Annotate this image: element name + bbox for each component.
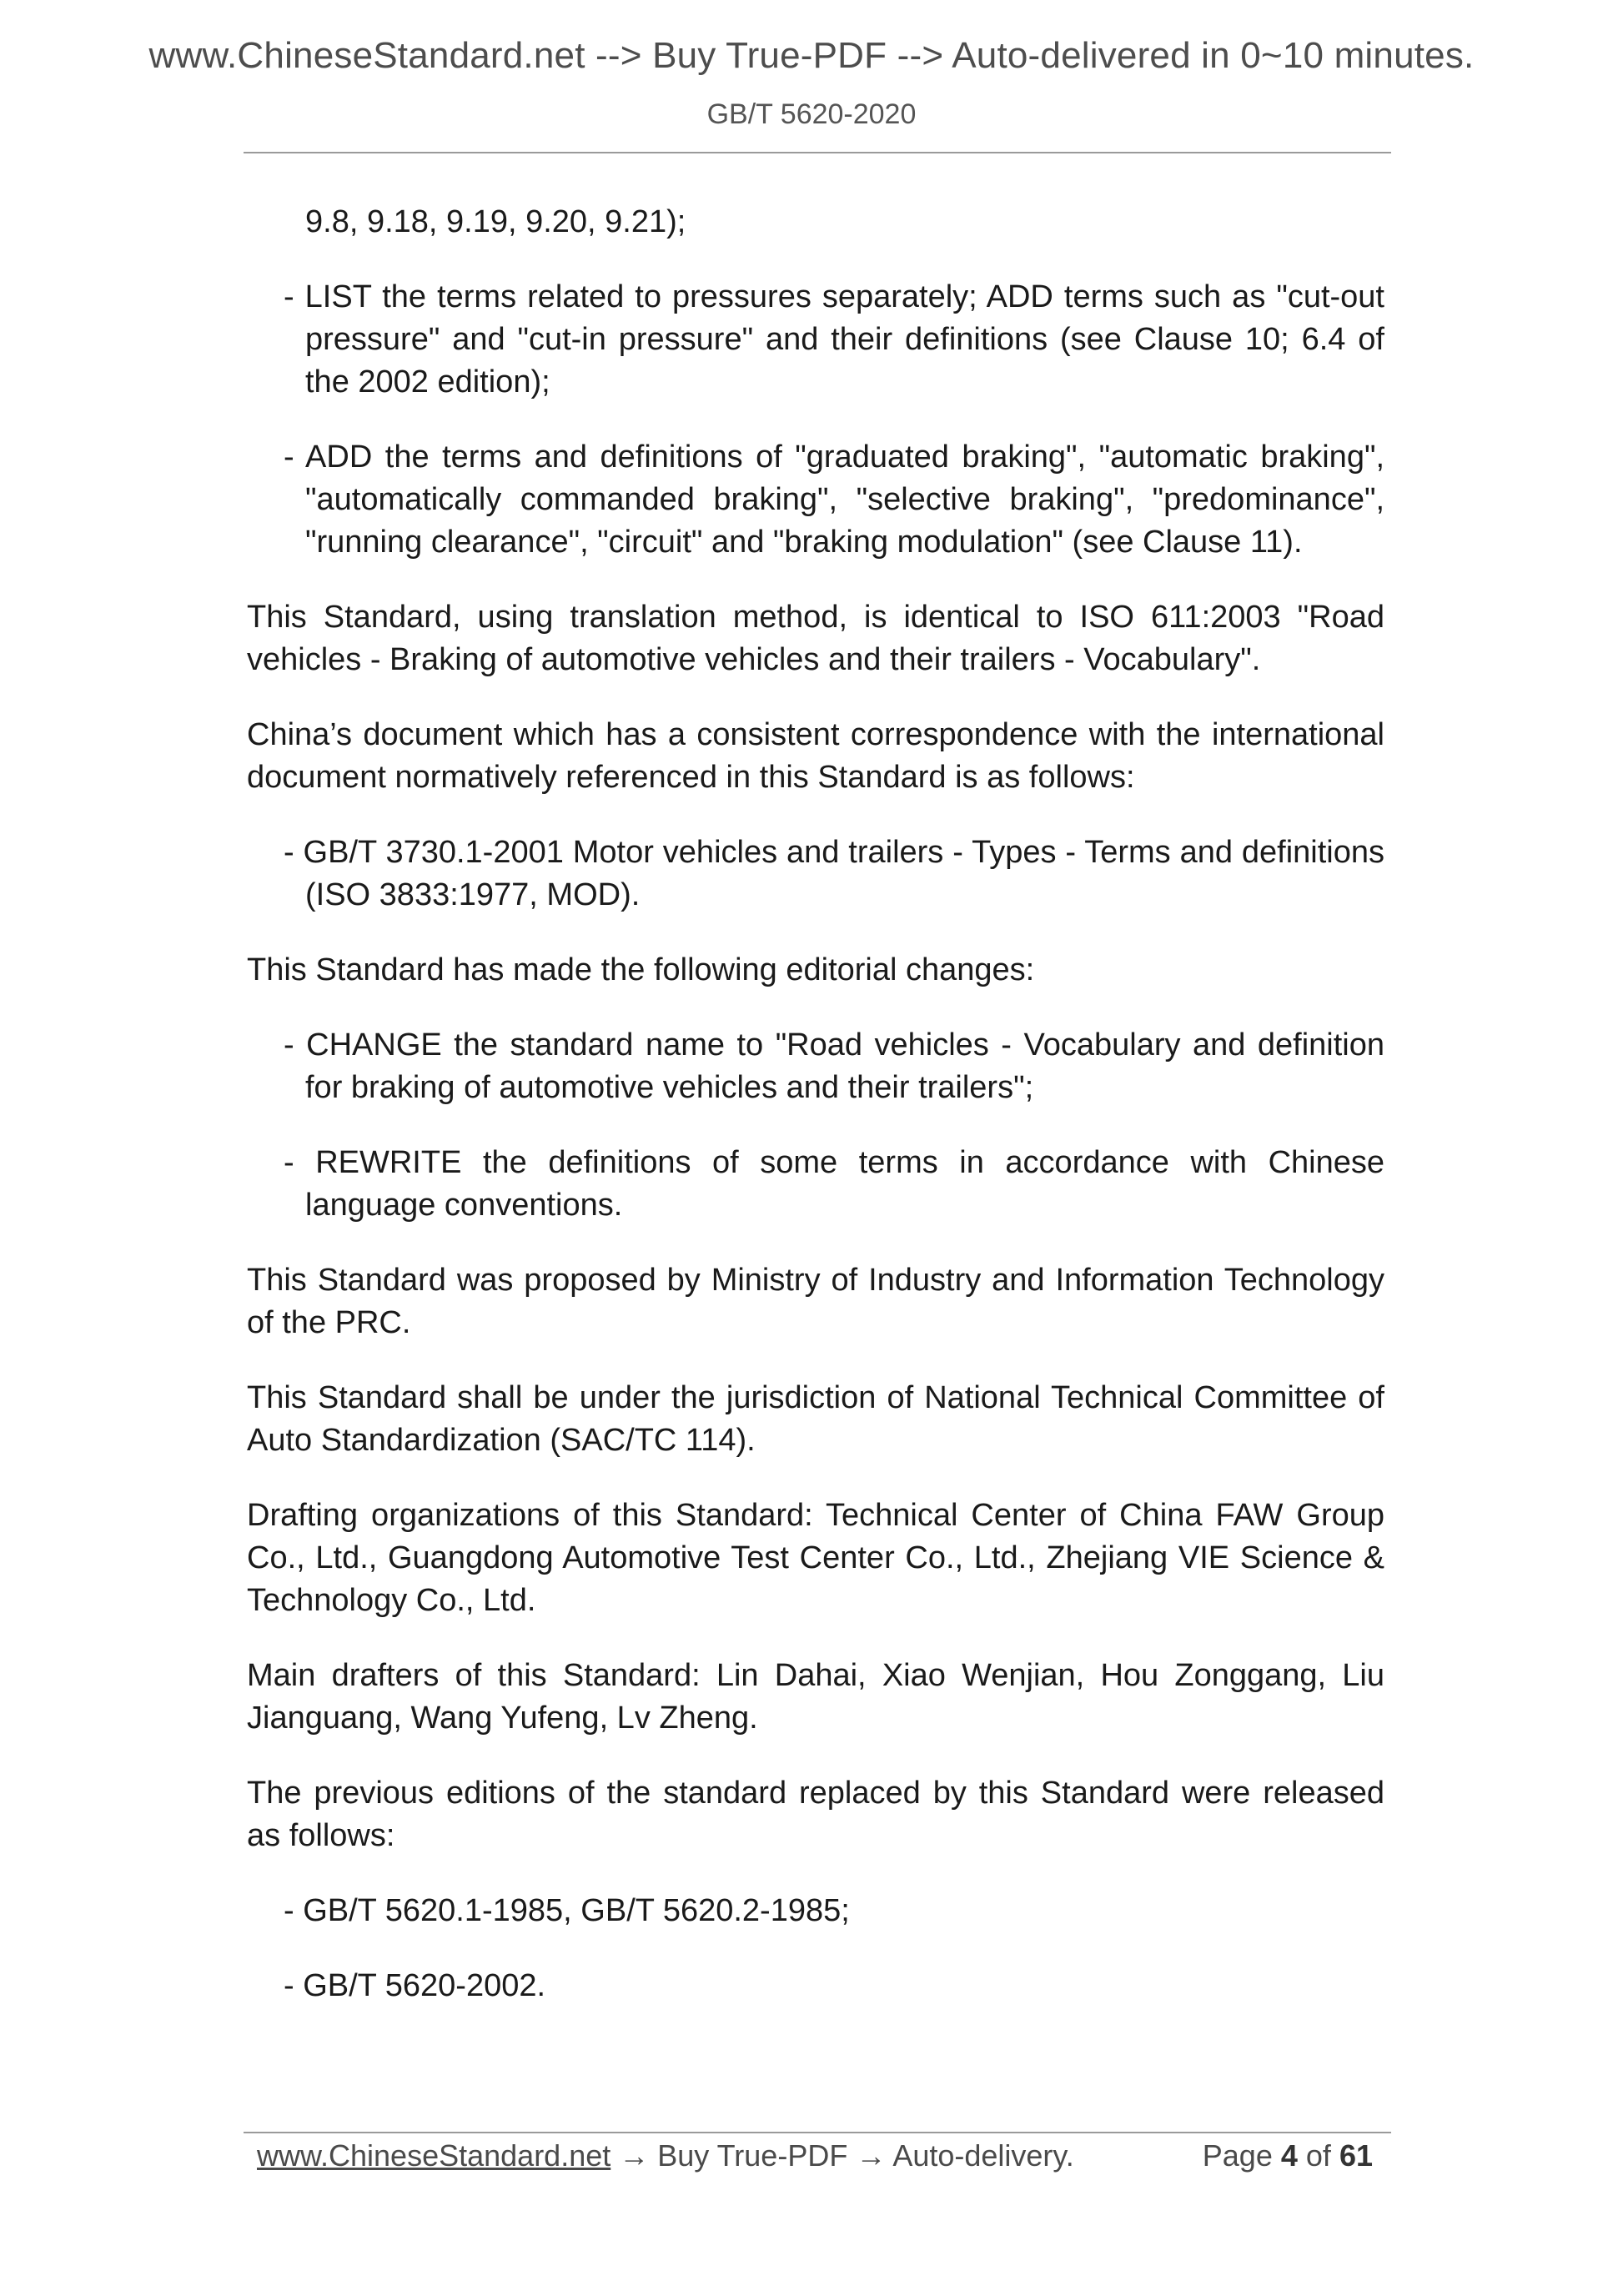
page-label: Page <box>1202 2138 1273 2173</box>
list-item: - GB/T 3730.1-2001 Motor vehicles and trailers - Types - Terms and definitions (ISO 3833:1977, MOD). <box>284 835 1384 912</box>
site-banner: www.ChineseStandard.net --> Buy True-PDF --> Auto-delivered in 0~10 minutes. <box>148 35 1475 76</box>
paragraph: This Standard was proposed by Ministry of Industry and Information Technology of the PRC. <box>247 1263 1384 1340</box>
list-item: - CHANGE the standard name to "Road vehicles - Vocabulary and definition for braking of automotive vehicles and their trailers"; <box>284 1027 1384 1105</box>
paragraph: This Standard has made the following editorial changes: <box>247 952 1035 987</box>
paragraph: This Standard, using translation method, is identical to ISO 611:2003 "Road vehicles - Braking of automotive vehicles and their trailers - Vocabulary". <box>247 600 1384 677</box>
page-current: 4 <box>1280 2138 1298 2173</box>
footer-site-link[interactable]: www.ChineseStandard.net <box>257 2138 611 2173</box>
page-indicator <box>1203 2135 1373 2177</box>
list-item: - LIST the terms related to pressures separately; ADD terms such as "cut-out pressure" and "cut-in pressure" and their definitions (see Clause 10; 6.4 of the 2002 edition); <box>284 279 1384 399</box>
standard-number: GB/T 5620-2020 <box>706 98 917 130</box>
paragraph: Drafting organizations of this Standard: Technical Center of China FAW Group Co., Ltd., Guangdong Automotive Test Center Co., Ltd., Zhejiang VIE Science & Technology Co., Ltd. <box>247 1498 1384 1618</box>
list-item-continuation: 9.8, 9.18, 9.19, 9.20, 9.21); <box>305 204 686 239</box>
paragraph: The previous editions of the standard replaced by this Standard were released as follows: <box>247 1776 1384 1853</box>
list-item: - ADD the terms and definitions of "graduated braking", "automatic braking", "automatically commanded braking", "selective braking", "predominance", "running clearance", "circuit" and "braking modulation" (see Clause 11). <box>284 440 1384 560</box>
page-footer <box>257 2135 1384 2177</box>
header-divider <box>244 152 1391 153</box>
paragraph: This Standard shall be under the jurisdiction of National Technical Committee of Auto Standardization (SAC/TC 114). <box>247 1380 1384 1458</box>
page-of: of <box>1305 2138 1331 2173</box>
list-item: - REWRITE the definitions of some terms in accordance with Chinese language conventions. <box>284 1145 1384 1223</box>
paragraph: Main drafters of this Standard: Lin Dahai, Xiao Wenjian, Hou Zonggang, Liu Jianguang, Wang Yufeng, Lv Zheng. <box>247 1658 1384 1736</box>
footer-divider <box>244 2132 1391 2133</box>
paragraph: China’s document which has a consistent correspondence with the international document normatively referenced in this Standard is as follows: <box>247 717 1384 795</box>
list-item: - GB/T 5620-2002. <box>284 1968 546 2003</box>
footer-tagline: → Buy True-PDF → Auto-delivery. <box>611 2138 1074 2173</box>
page-total: 61 <box>1339 2138 1373 2173</box>
document-body <box>247 201 1384 2040</box>
list-item: - GB/T 5620.1-1985, GB/T 5620.2-1985; <box>284 1893 850 1928</box>
